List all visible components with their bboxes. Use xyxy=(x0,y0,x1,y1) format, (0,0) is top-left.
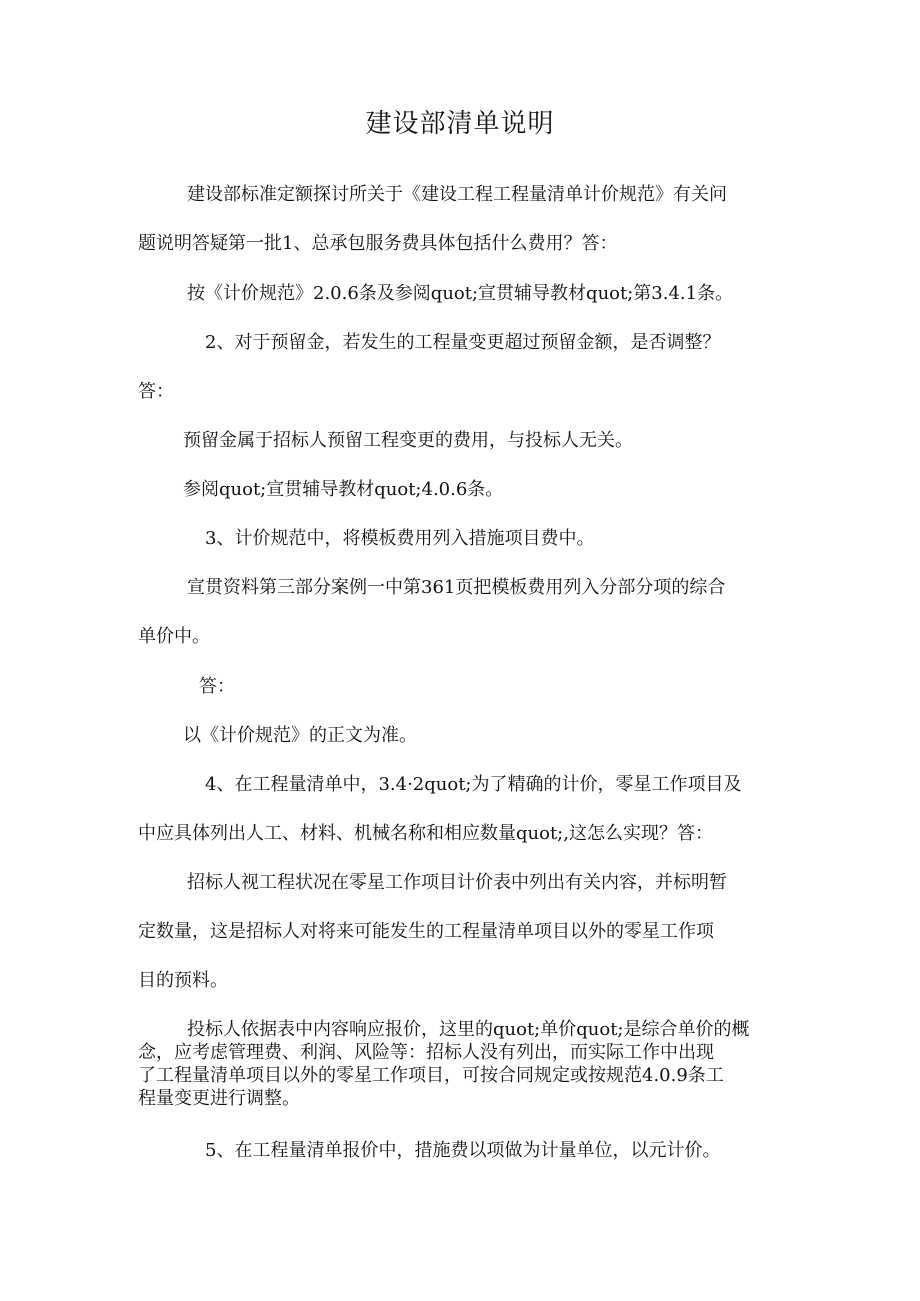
answer-4-line-1: 招标人视工程状况在零星工作项目计价表中列出有关内容，并标明暂 xyxy=(187,872,727,893)
question-3-line-1: 3、计价规范中，将模板费用列入措施项目费中。 xyxy=(205,528,595,549)
answer-4b-line-2: 念，应考虑管理费、利润、风险等：招标人没有列出，而实际工作中出现 xyxy=(138,1042,714,1063)
answer-2-line-2: 参阅quot;宣贯辅导教材quot;4.0.6条。 xyxy=(183,479,504,500)
question-5: 5、在工程量清单报价中，措施费以项做为计量单位，以元计价。 xyxy=(205,1140,721,1161)
answer-4b-line-3: 了工程量清单项目以外的零星工作项目，可按合同规定或按规范4.0.9条工 xyxy=(138,1065,724,1086)
question-2-line-1: 2、对于预留金，若发生的工程量变更超过预留金额，是否调整？ xyxy=(205,332,721,353)
question-3-paragraph-line-2: 单价中。 xyxy=(138,626,210,647)
answer-4b-line-4: 程量变更进行调整。 xyxy=(138,1088,300,1109)
question-4-line-1: 4、在工程量清单中，3.4·2quot;为了精确的计价，零星工作项目及 xyxy=(205,774,742,795)
answer-3: 以《计价规范》的正文为准。 xyxy=(183,725,417,746)
question-4-line-2: 中应具体列出人工、材料、机械名称和相应数量quot;,这怎么实现？答： xyxy=(138,823,713,844)
paragraph-intro-line-1: 建设部标准定额探讨所关于《建设工程工程量清单计价规范》有关问 xyxy=(187,184,727,205)
question-3-paragraph-line-1: 宣贯资料第三部分案例一中第361页把模板费用列入分部分项的综合 xyxy=(187,577,726,598)
answer-2-line-1: 预留金属于招标人预留工程变更的费用，与投标人无关。 xyxy=(183,430,633,451)
answer-4-line-3: 目的预料。 xyxy=(138,970,228,991)
question-2-line-2: 答： xyxy=(138,381,174,402)
answer-1: 按《计价规范》2.0.6条及参阅quot;宣贯辅导教材quot;第3.4.1条。 xyxy=(187,283,734,304)
paragraph-intro-line-2: 题说明答疑第一批1、总承包服务费具体包括什么费用？答： xyxy=(138,233,618,254)
answer-4b-line-1: 投标人依据表中内容响应报价，这里的quot;单价quot;是综合单价的概 xyxy=(187,1019,750,1040)
document-title: 建设部清单说明 xyxy=(365,109,555,139)
question-3-answer-label: 答： xyxy=(199,676,235,697)
answer-4-line-2: 定数量，这是招标人对将来可能发生的工程量清单项目以外的零星工作项 xyxy=(138,921,714,942)
